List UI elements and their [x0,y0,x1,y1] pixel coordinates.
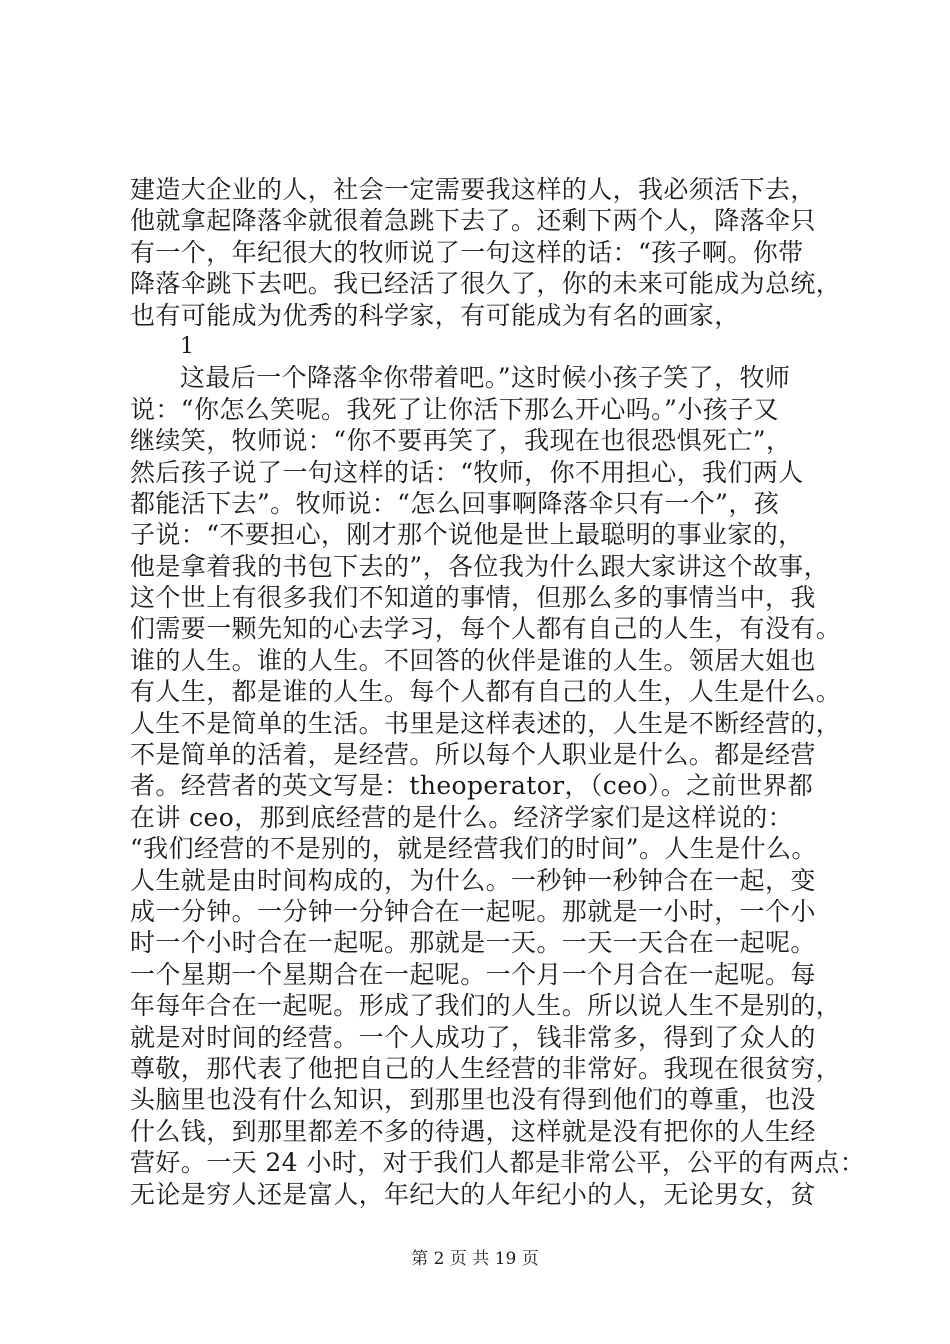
text-line: 他就拿起降落伞就很着急跳下去了。还剩下两个人，降落伞只 [130,206,816,236]
text-line: 建造大企业的人，社会一定需要我这样的人，我必须活下去， [130,175,816,204]
text-line: 年每年合在一起呢。形成了我们的人生。所以说人生不是别的， [130,991,842,1021]
text-line: 尊敬，那代表了他把自己的人生经营的非常好。我现在很贫穷， [130,1053,842,1083]
text-line: 头脑里也没有什么知识，到那里也没有得到他们的尊重，也没 [130,1085,816,1115]
text-line: 继续笑，牧师说：“你不要再笑了，我现在也很恐惧死亡”， [130,426,792,456]
text-line: 者。经营者的英文写是：theoperator，（ceo）。之前世界都 [130,771,814,801]
body-text [130,174,866,1210]
text-line: 什么钱，到那里都差不多的待遇，这样就是没有把你的人生经 [130,1116,816,1146]
text-line: 成一分钟。一分钟一分钟合在一起呢。那就是一小时，一个小 [130,896,816,926]
text-line: 营好。一天 24 小时，对于我们人都是非常公平，公平的有两点： [130,1148,866,1178]
text-line: 有一个，年纪很大的牧师说了一句这样的话：“孩子啊。你带 [130,237,804,267]
text-line: 人生就是由时间构成的，为什么。一秒钟一秒钟合在一起，变 [130,865,816,895]
text-line: 然后孩子说了一句这样的话：“牧师，你不用担心，我们两人 [130,457,804,487]
text-line: 在讲 ceo，那到底经营的是什么。经济学家们是这样说的： [130,802,793,832]
text-line: 时一个小时合在一起呢。那就是一天。一天一天合在一起呢。 [130,928,816,958]
text-line: 有人生，都是谁的人生。每个人都有自己的人生，人生是什么。 [130,677,842,707]
text-line: 谁的人生。谁的人生。不回答的伙伴是谁的人生。领居大姐也 [130,645,816,675]
text-line: “我们经营的不是别的，就是经营我们的时间”。人生是什么。 [130,834,817,864]
text-line: 也有可能成为优秀的科学家，有可能成为有名的画家， [130,300,740,330]
page-footer: 第 2 页 共 19 页 [411,1249,539,1269]
text-line: 就是对时间的经营。一个人成功了，钱非常多，得到了众人的 [130,1022,816,1052]
text-line: 这个世上有很多我们不知道的事情，但那么多的事情当中，我 [130,583,816,613]
paragraph-first-line: 这最后一个降落伞你带着吧。”这时候小孩子笑了，牧师 [180,363,791,393]
text-line: 子说：“不要担心，刚才那个说他是世上最聪明的事业家的， [130,520,804,550]
text-line: 降落伞跳下去吧。我已经活了很久了，你的未来可能成为总统， [130,269,842,299]
text-line: 人生不是简单的生活。书里是这样表述的，人生是不断经营的， [130,708,842,738]
text-line: 他是拿着我的书包下去的”，各位我为什么跟大家讲这个故事， [130,551,829,581]
inline-page-number: 1 [180,333,195,359]
text-line: 不是简单的活着，是经营。所以每个人职业是什么。都是经营 [130,740,816,770]
text-line: 们需要一颗先知的心去学习，每个人都有自己的人生，有没有。 [130,614,842,644]
text-line: 无论是穷人还是富人，年纪大的人年纪小的人，无论男女，贫 [130,1179,816,1209]
text-line: 一个星期一个星期合在一起呢。一个月一个月合在一起呢。每 [130,959,816,989]
text-line: 都能活下去”。牧师说：“怎么回事啊降落伞只有一个”，孩 [130,488,780,518]
text-line: 说：“你怎么笑呢。我死了让你活下那么开心吗。”小孩子又 [130,394,779,424]
